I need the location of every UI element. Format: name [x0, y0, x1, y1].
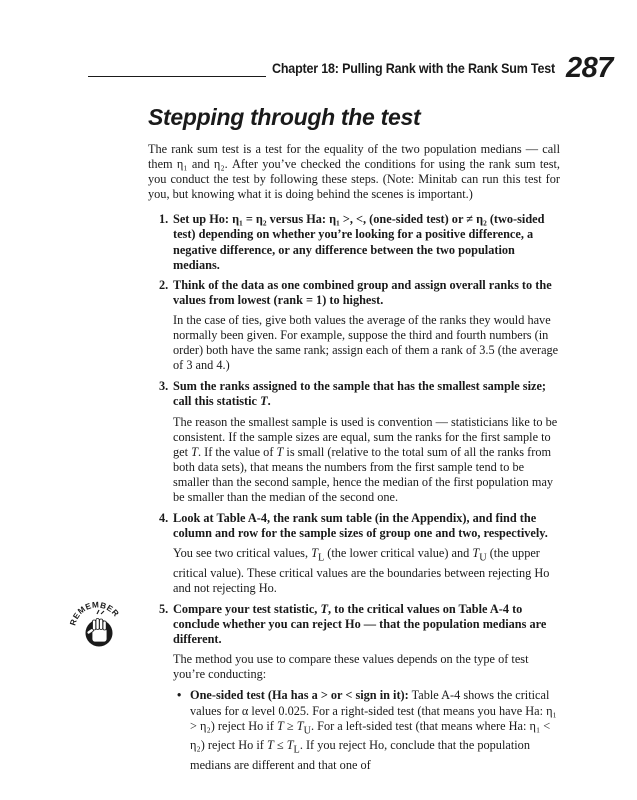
step-title: Compare your test statistic, T, to the critical values on Table A-4 to conclude whether you can reject Ho — that the population medians are different. [173, 601, 547, 647]
step-3 [148, 379, 560, 505]
page-header [0, 0, 637, 90]
step-title: Set up Ho: η₁ = η₂ versus Ha: η₁ >, <, (one-sided test) or ≠ η₂ (two-sided test) depending on whether you’re looking for a positive difference, a negative difference, or any difference between the two population medians. [173, 212, 545, 272]
bullet-dot: • [177, 688, 182, 703]
step-body: The method you use to compare these values depends on the type of test you’re conducting: [173, 652, 529, 682]
bullet-one-sided-test: • One-sided test (Ha has a > or < sign in it): Table A-4 shows the critical values for α level 0.025. For a right-sided test (that means you have Ha: η₁ > η₂) reject Ho if $T \ge T_U$. For a left-sided test (that means where Ha: η₁ < η₂) reject Ho if $T \le T_L$. If you reject Ho, conclude that the population medians are different and that one of [177, 688, 557, 772]
step-body: In the case of ties, give both values the average of the ranks they would have normally been given. For example, suppose the third and fourth numbers (in order) both have the same rank; assign each of them a rank of 3.5 (the average of 3 and 4.) [173, 312, 559, 373]
header-rule [88, 76, 266, 77]
step-title: Think of the data as one combined group and assign overall ranks to the values from lowest (rank = 1) to highest. [173, 277, 552, 307]
step-list [148, 212, 560, 772]
content [148, 142, 560, 778]
section-title: Stepping through the test [148, 104, 421, 130]
step-number: 3. [159, 379, 169, 394]
step-2 [148, 278, 560, 374]
step-number: 2. [159, 277, 169, 292]
step-body: You see two critical values, $T_L$ (the lower critical value) and $T_U$ (the upper critical value). These critical values are the boundaries between rejecting Ho and not rejecting Ho. [173, 546, 550, 595]
step-title: Look at Table A-4, the rank sum table (in the Appendix), and find the column and row for the sample sizes of group one and two, respectively. [173, 511, 548, 541]
step-title: Sum the ranks assigned to the sample that has the smallest sample size; call this statistic T. [173, 379, 547, 409]
remember-icon [66, 592, 126, 652]
chapter-title: Chapter 18: Pulling Rank with the Rank Sum Test [272, 61, 555, 76]
remember-icon-label: REMEMBER [68, 600, 121, 627]
page-number: 287 [566, 52, 613, 84]
step-5 [148, 602, 560, 773]
step-4 [148, 511, 560, 596]
step-number: 5. [159, 601, 169, 616]
step-1 [148, 212, 560, 272]
intro-paragraph: The rank sum test is a test for the equality of the two population medians — call them η₁ and η₂. After you’ve checked the conditions for using the rank sum test, you conduct the test by following these steps. (Note: Minitab can run this test for you, but knowing what it is doing behind the scenes is important.) [148, 142, 560, 202]
step-number: 4. [159, 511, 169, 526]
bullet-lead: One-sided test (Ha has a > or < sign in it): [190, 688, 409, 703]
step-number: 1. [159, 212, 169, 227]
step-body: The reason the smallest sample is used is convention — statisticians like to be consistent. If the sample sizes are equal, sum the ranks for the first sample to get T. If the value of T is small (relative to the total sum of all the ranks from both data sets), that means the numbers from the first sample tend to be smaller than the second sample, hence the median of the first population may be smaller than the median of the second one. [173, 414, 558, 504]
